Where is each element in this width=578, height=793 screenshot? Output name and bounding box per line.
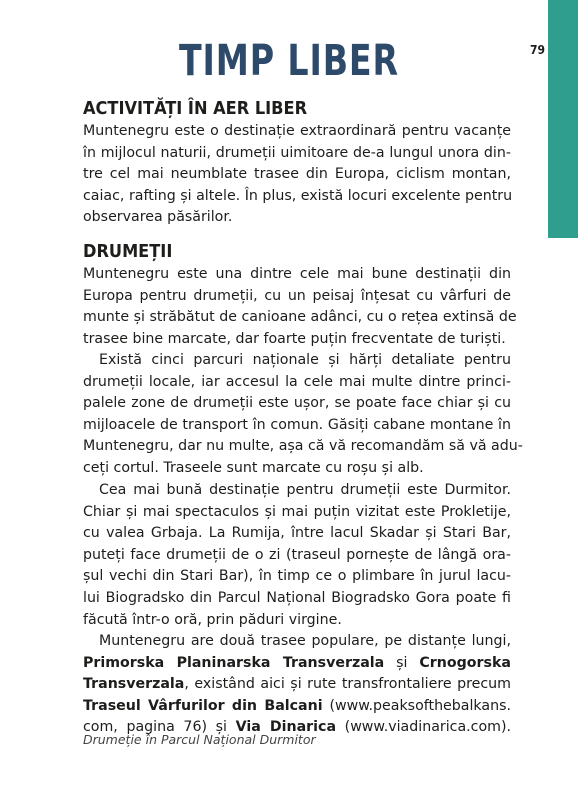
text-line: făcută într-o oră, prin păduri virgine. bbox=[83, 611, 342, 628]
page-title: TIMP LIBER bbox=[178, 36, 399, 86]
text-line: cu valea Grbaja. La Rumija, între lacul Skadar și Stari Bar, bbox=[83, 525, 511, 542]
section-outdoor-paragraph bbox=[83, 121, 511, 229]
text-line bbox=[83, 674, 511, 696]
text-line: Muntenegru este o destinație extraordinară pentru vacanțe bbox=[83, 123, 511, 139]
section-heading-outdoor: ACTIVITĂȚI ÎN AER LIBER bbox=[83, 98, 308, 119]
hiking-paragraph-4 bbox=[83, 631, 511, 739]
text-fragment: și bbox=[384, 654, 420, 671]
photo-caption: Drumeție în Parcul Național Durmitor bbox=[83, 732, 316, 747]
text-line: munte și străbătut de canioane adânci, cu o rețea extinsă de bbox=[83, 309, 517, 326]
text-line: trasee bine marcate, dar foarte puțin frecventate de turiști. bbox=[83, 330, 506, 347]
text-line: Cea mai bună destinație pentru drumeții este Durmitor. bbox=[99, 482, 511, 498]
trail-name: Traseul Vârfurilor din Balcani bbox=[83, 697, 323, 714]
text-line bbox=[83, 653, 511, 675]
text-line: lui Biogradsko din Parcul Național Biogradsko Gora poate fi bbox=[83, 589, 511, 606]
text-line: Muntenegru are două trasee populare, pe distanțe lungi, bbox=[99, 633, 511, 649]
text-line: șul vechi din Stari Bar), în timp ce o plimbare în jurul lacu- bbox=[83, 568, 511, 585]
text-line: Muntenegru este una dintre cele mai bune destinații din bbox=[83, 266, 511, 282]
trail-name: Transverzala bbox=[83, 676, 185, 693]
text-line: Muntenegru, dar nu multe, așa că vă recomandăm să vă adu- bbox=[83, 438, 523, 455]
text-line: puteți face drumeții de o zi (traseul pornește de lângă ora- bbox=[83, 546, 511, 563]
text-line: observarea păsărilor. bbox=[83, 209, 233, 226]
text-line: Există cinci parcuri naționale și hărți detaliate pentru bbox=[99, 352, 511, 368]
page-number: 79 bbox=[530, 43, 546, 57]
trail-name: Primorska Planinarska Transverzala bbox=[83, 654, 385, 671]
text-line: mijloacele de transport în comun. Găsiți cabane montane în bbox=[83, 416, 511, 433]
hiking-paragraph-1 bbox=[83, 264, 517, 350]
text-line bbox=[83, 696, 511, 718]
text-line: caiac, rafting și altele. În plus, există locuri excelente pentru bbox=[83, 187, 513, 204]
text-fragment: , existând aici și rute transfrontaliere precum bbox=[184, 676, 511, 693]
text-line: ceți cortul. Traseele sunt marcate cu roșu și alb. bbox=[83, 459, 424, 476]
text-fragment: (www.peaksofthebalkans. bbox=[322, 697, 511, 714]
trail-name: Via Dinarica bbox=[235, 719, 337, 736]
hiking-paragraph-3 bbox=[83, 480, 511, 631]
text-line: în mijlocul naturii, drumeții uimitoare de-a lungul unora din- bbox=[83, 144, 511, 161]
hiking-paragraph-2 bbox=[83, 350, 523, 480]
text-line: palele zone de drumeții este ușor, se poate face chiar și cu bbox=[83, 395, 511, 412]
text-line: Chiar și mai spectaculos și mai puțin vizitat este Prokletije, bbox=[83, 503, 511, 520]
text-fragment: (www.viadinarica.com). bbox=[336, 719, 512, 736]
text-fragment: com, pagina 76) și bbox=[83, 719, 236, 736]
text-line: drumeții locale, iar accesul la cele mai multe dintre princi- bbox=[83, 373, 511, 390]
section-color-tab bbox=[548, 0, 578, 238]
section-heading-hiking: DRUMEȚII bbox=[83, 241, 173, 262]
trail-name: Crnogorska bbox=[419, 654, 511, 671]
text-line: tre cel mai neumblate trasee din Europa, ciclism montan, bbox=[83, 166, 511, 183]
text-line: Europa pentru drumeții, cu un peisaj înțesat cu vârfuri de bbox=[83, 287, 511, 304]
